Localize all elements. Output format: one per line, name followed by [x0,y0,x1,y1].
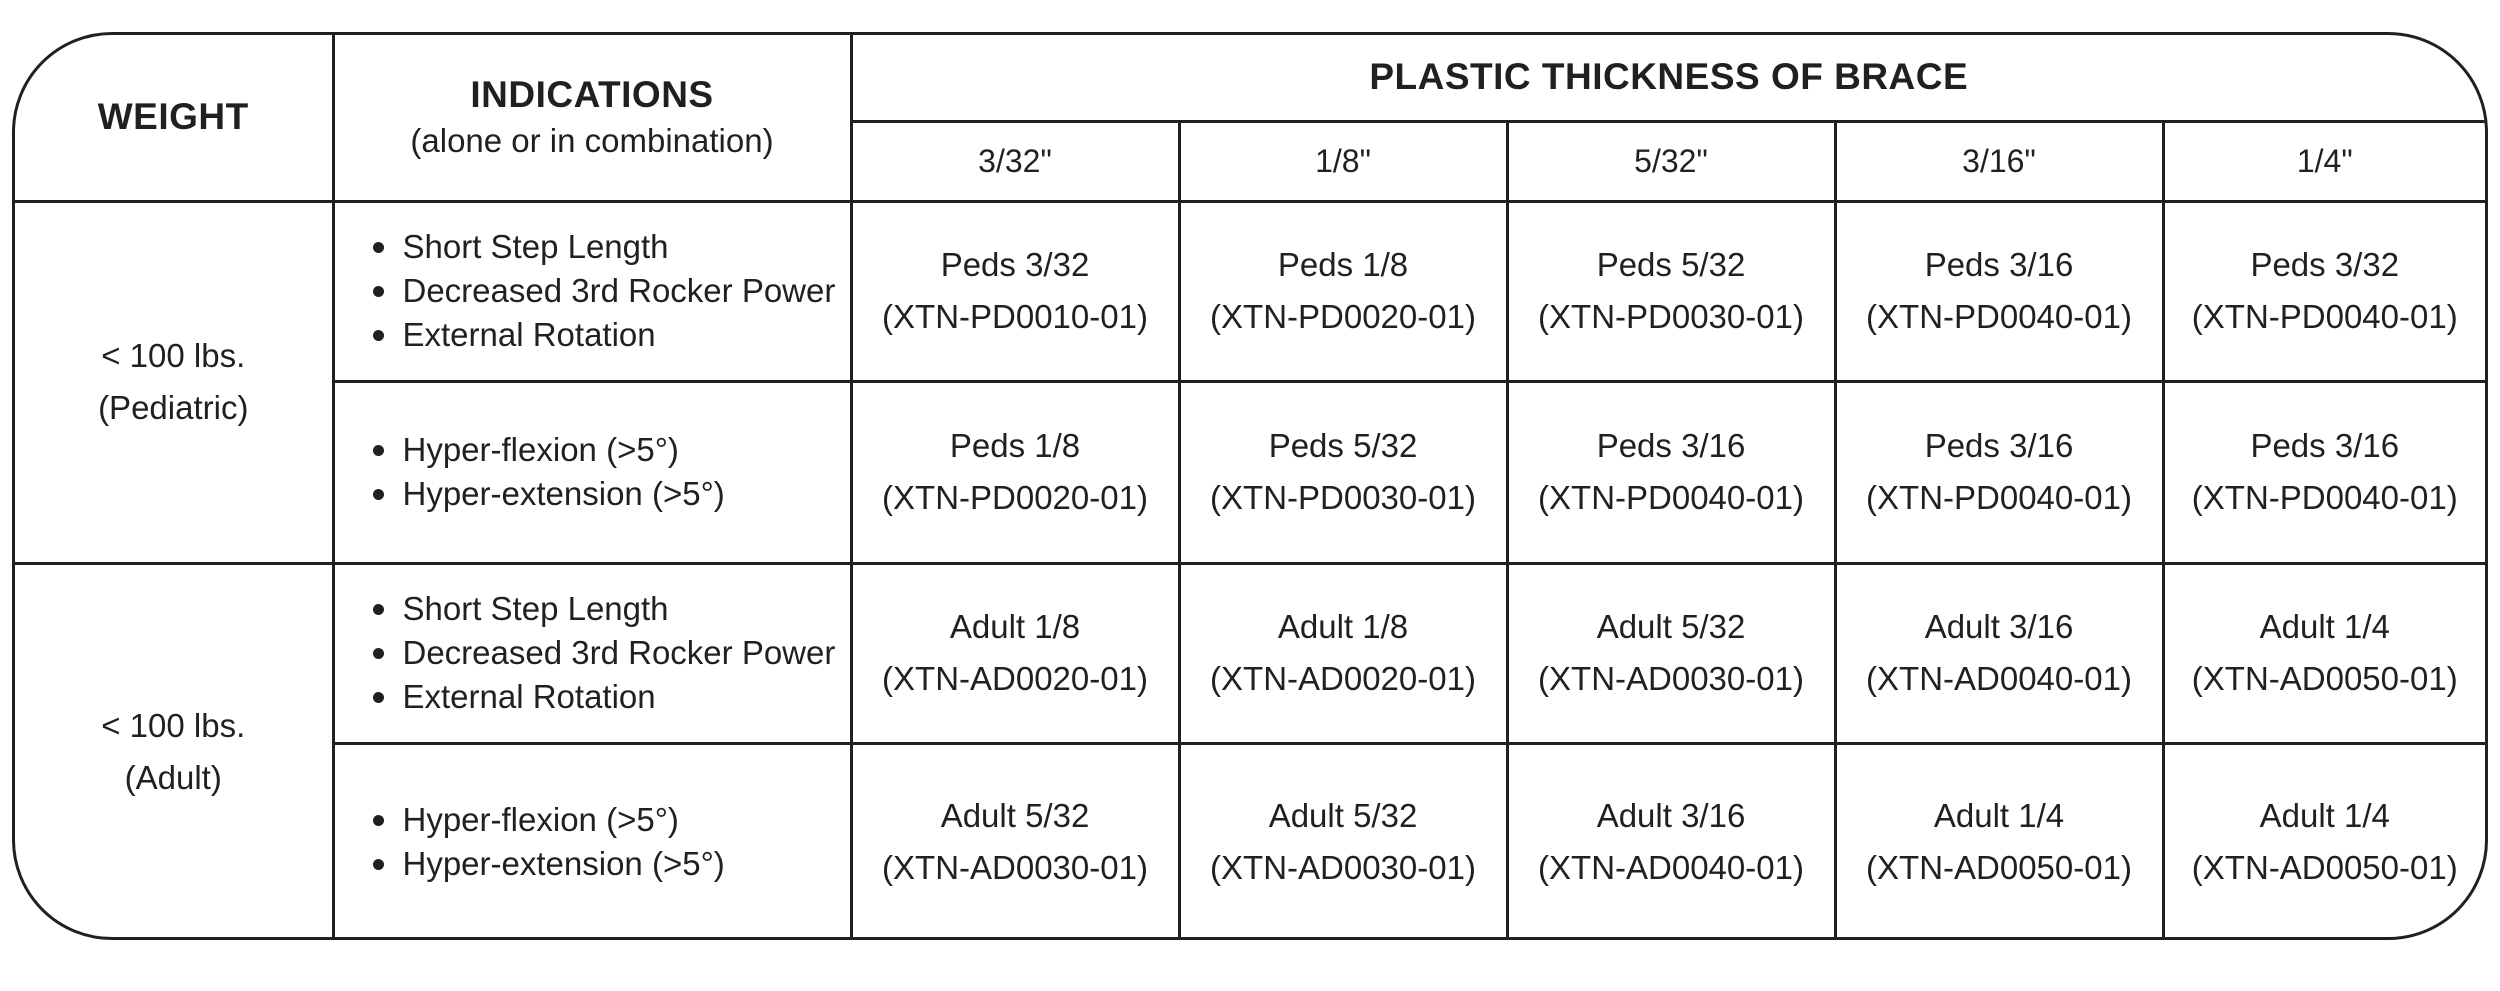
product-name: Peds 5/32 [1596,246,1746,283]
product-code: (XTN-PD0030-01) [1538,298,1804,335]
brace-table [15,35,2485,939]
indications-cell [333,381,851,563]
product-name: Adult 1/4 [1933,796,2065,834]
product-code: (XTN-AD0040-01) [1866,660,2132,697]
product-name: Adult 1/8 [949,608,1081,645]
product-cell [851,743,1179,939]
product-code: (XTN-PD0040-01) [2191,298,2458,335]
indications-cell [333,743,851,939]
product-cell [1179,201,1507,381]
product-code: (XTN-PD0040-01) [2191,479,2458,516]
product-name: Peds 1/8 [1277,246,1409,283]
weight-header [15,35,333,201]
weight-value: < 100 lbs. [101,337,246,374]
indications-cell [333,563,851,743]
product-code: (XTN-PD0040-01) [1538,479,1804,516]
indication-item: External Rotation [403,313,850,357]
product-cell [851,201,1179,381]
product-code: (XTN-PD0020-01) [882,479,1148,516]
product-name: Adult 3/16 [1596,796,1746,834]
indications-list [367,428,850,516]
indications-list [367,587,850,719]
weight-cell [15,563,333,939]
product-name: Adult 5/32 [1268,796,1418,834]
product-name: Peds 1/8 [949,427,1081,464]
product-name: Peds 3/32 [2250,246,2400,283]
product-name: Adult 3/16 [1924,608,2074,645]
indication-item: External Rotation [403,675,850,719]
product-name: Adult 1/4 [2259,796,2390,834]
table-row [15,381,2485,563]
product-name: Adult 5/32 [1596,608,1746,645]
product-code: (XTN-AD0030-01) [882,848,1148,886]
indications-list [367,798,850,886]
weight-header-label: WEIGHT [97,96,249,138]
size-header-1-4: 1/4" [2163,121,2485,201]
product-name: Peds 3/16 [1596,427,1746,464]
brace-selection-table [12,32,2488,940]
indications-header-subtitle: (alone or in combination) [410,122,774,160]
indications-cell [333,201,851,381]
product-code: (XTN-AD0030-01) [1210,848,1476,886]
indication-item: Short Step Length [403,225,850,269]
product-code: (XTN-AD0050-01) [2191,848,2458,886]
product-code: (XTN-PD0030-01) [1210,479,1476,516]
product-name: Adult 1/8 [1277,608,1409,645]
product-cell [1507,201,1835,381]
product-name: Adult 1/4 [2259,608,2390,645]
product-cell [2163,201,2485,381]
weight-category: (Adult) [124,758,222,796]
thickness-header-label: PLASTIC THICKNESS OF BRACE [1369,56,1969,98]
indication-item: Hyper-flexion (>5°) [403,798,850,842]
product-cell [851,381,1179,563]
product-code: (XTN-PD0010-01) [882,298,1148,335]
product-code: (XTN-AD0020-01) [882,660,1148,697]
size-header-5-32: 5/32" [1507,121,1835,201]
product-cell [1179,743,1507,939]
product-code: (XTN-AD0020-01) [1210,660,1476,697]
product-code: (XTN-PD0040-01) [1866,298,2132,335]
product-cell [1835,563,2163,743]
product-cell [1179,381,1507,563]
product-code: (XTN-AD0040-01) [1538,848,1804,886]
product-code: (XTN-PD0040-01) [1866,479,2132,516]
product-cell [1179,563,1507,743]
product-cell [2163,743,2485,939]
product-cell [851,563,1179,743]
product-name: Peds 3/16 [2250,427,2400,464]
product-cell [1507,381,1835,563]
product-name: Peds 5/32 [1268,427,1418,464]
weight-category: (Pediatric) [98,389,249,426]
product-cell [1835,743,2163,939]
product-cell [1835,201,2163,381]
product-cell [2163,381,2485,563]
indication-item: Short Step Length [403,587,850,631]
product-cell [1835,381,2163,563]
indication-item: Hyper-flexion (>5°) [403,428,850,472]
weight-value: < 100 lbs. [101,706,246,744]
indications-header-label: INDICATIONS [470,74,714,116]
indication-item: Hyper-extension (>5°) [403,842,850,886]
size-header-1-8: 1/8" [1179,121,1507,201]
table-row [15,563,2485,743]
product-name: Peds 3/32 [940,246,1090,283]
indications-header [333,35,851,201]
size-header-3-32: 3/32" [851,121,1179,201]
indication-item: Hyper-extension (>5°) [403,472,850,516]
indication-item: Decreased 3rd Rocker Power [403,269,850,313]
product-cell [1507,563,1835,743]
thickness-header [851,35,2485,121]
product-name: Peds 3/16 [1924,427,2074,464]
product-code: (XTN-AD0050-01) [2191,660,2458,697]
product-cell [1507,743,1835,939]
product-code: (XTN-PD0020-01) [1210,298,1476,335]
weight-cell [15,201,333,563]
product-code: (XTN-AD0030-01) [1538,660,1804,697]
table-row [15,743,2485,939]
product-name: Adult 5/32 [940,796,1090,834]
product-name: Peds 3/16 [1924,246,2074,283]
size-header-3-16: 3/16" [1835,121,2163,201]
indications-list [367,225,850,357]
indication-item: Decreased 3rd Rocker Power [403,631,850,675]
table-row [15,201,2485,381]
product-cell [2163,563,2485,743]
product-code: (XTN-AD0050-01) [1866,848,2132,886]
